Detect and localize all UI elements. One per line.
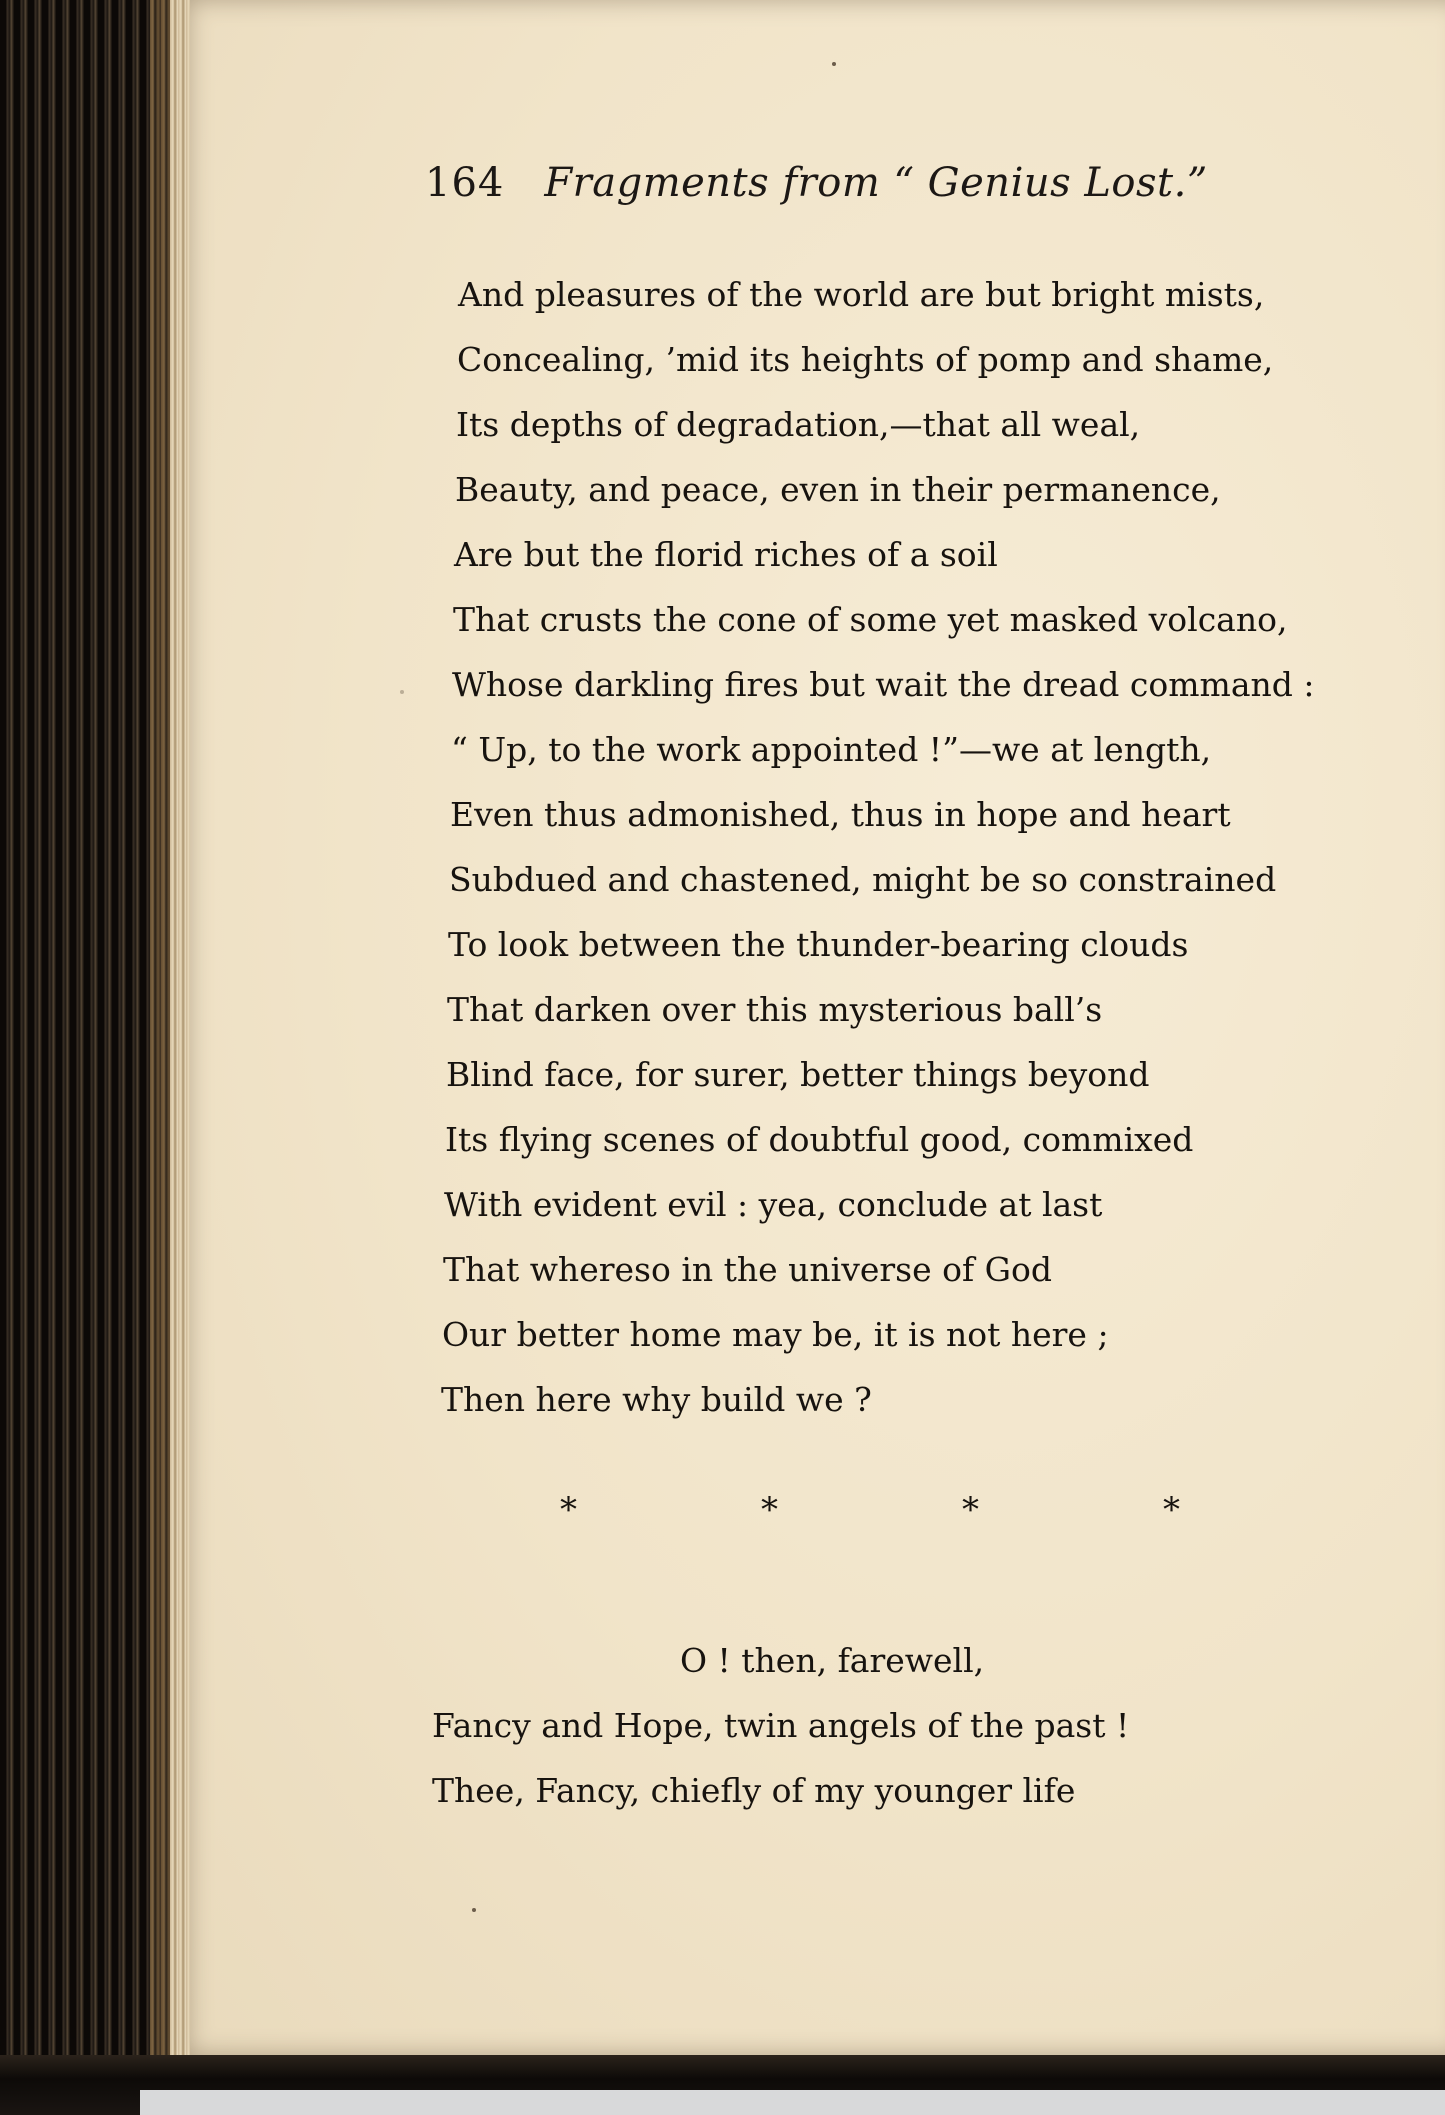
poem-line: Whose darkling fires but wait the dread command : [452, 665, 1315, 704]
asterisk: * [761, 1490, 778, 1530]
poem-line: With evident evil : yea, conclude at last [444, 1185, 1103, 1224]
paper-speck [472, 1908, 476, 1912]
page-stack-edge [170, 0, 190, 2055]
poem-line: “ Up, to the work appointed !”—we at length, [451, 730, 1212, 769]
page-number: 164 [425, 160, 505, 206]
poem-line: Beauty, and peace, even in their permanence, [455, 470, 1221, 509]
poem-line: Subdued and chastened, might be so constrained [449, 860, 1277, 899]
scanner-bed-strip [140, 2090, 1445, 2115]
poem-line: Then here why build we ? [441, 1380, 872, 1419]
asterisk: * [962, 1490, 979, 1530]
poem-line: O ! then, farewell, [680, 1641, 985, 1680]
poem-line: Fancy and Hope, twin angels of the past ! [432, 1706, 1130, 1745]
poem-line: And pleasures of the world are but bright mists, [458, 275, 1265, 314]
poem-line: Our better home may be, it is not here ; [442, 1315, 1109, 1354]
poem-line: That darken over this mysterious ball’s [447, 990, 1103, 1029]
section-break-asterisks [560, 1490, 1180, 1540]
poem-continuation [420, 1628, 1320, 1823]
poem-body [420, 262, 1320, 1432]
poem-line: Even thus admonished, thus in hope and heart [450, 795, 1231, 834]
poem-line: That whereso in the universe of God [443, 1250, 1053, 1289]
poem-line: Concealing, ’mid its heights of pomp and shame, [457, 340, 1274, 379]
poem-line: That crusts the cone of some yet masked volcano, [453, 600, 1288, 639]
poem-line: Are but the florid riches of a soil [454, 535, 998, 574]
running-title: Fragments from “ Genius Lost.” [544, 160, 1208, 206]
poem-line: To look between the thunder-bearing clouds [448, 925, 1189, 964]
poem-line: Its flying scenes of doubtful good, commixed [445, 1120, 1194, 1159]
asterisk: * [1163, 1490, 1180, 1530]
poem-line: Its depths of degradation,—that all weal, [456, 405, 1141, 444]
asterisk: * [560, 1490, 577, 1530]
paper-speck [400, 690, 404, 694]
running-head [425, 160, 1325, 230]
poem-line: Blind face, for surer, better things beyond [446, 1055, 1150, 1094]
paper-speck [832, 62, 836, 66]
poem-line: Thee, Fancy, chiefly of my younger life [432, 1771, 1076, 1810]
